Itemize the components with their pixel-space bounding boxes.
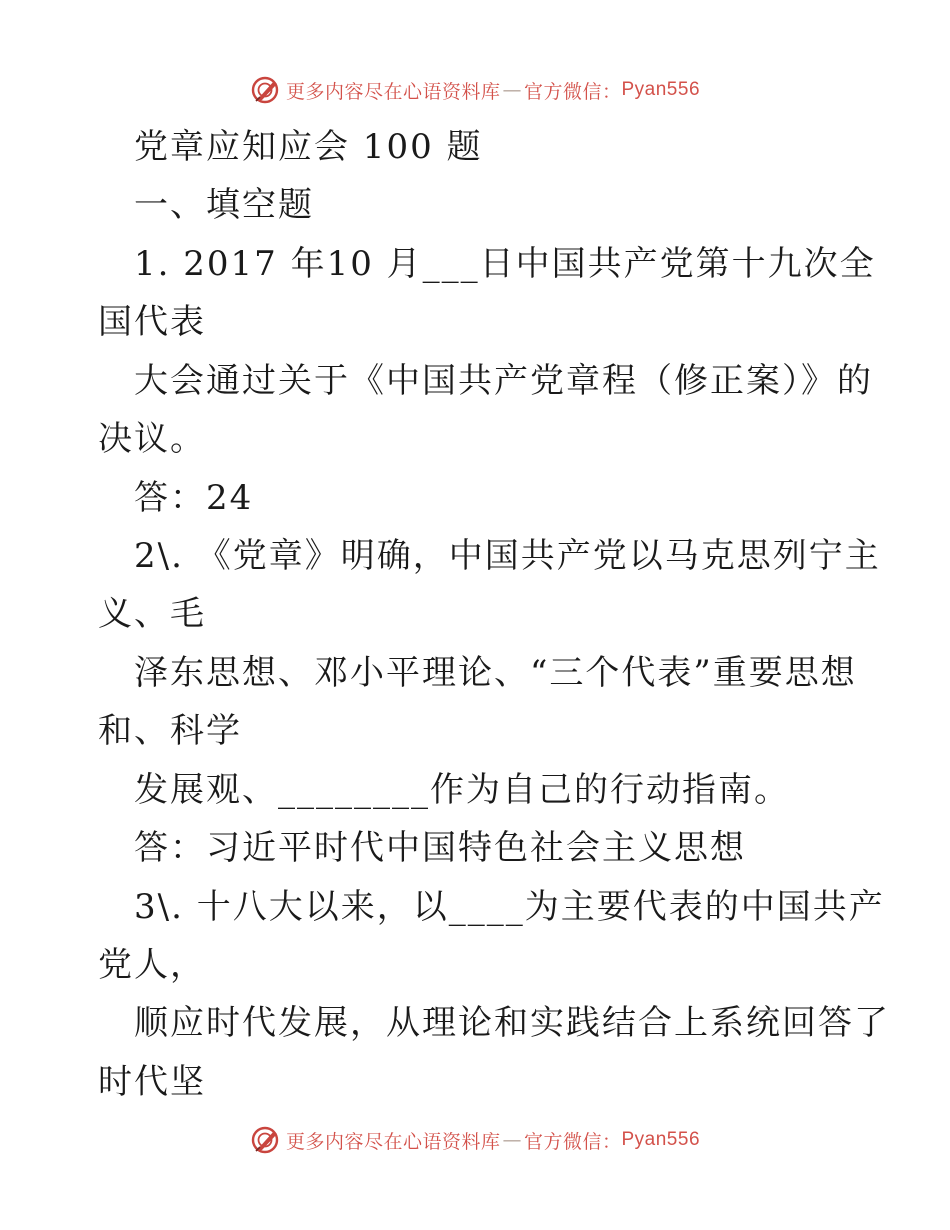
wechat-label: 官方微信： (523, 80, 622, 103)
question-2-line-2: 义、毛 (98, 594, 206, 634)
wechat-label: 官方微信： (523, 1130, 622, 1153)
doc-title: 党章应知应会 100 题 (134, 127, 483, 167)
question-1-line-3: 大会通过关于《中国共产党章程（修正案）》的 (134, 361, 873, 401)
answer-2: 答：习近平时代中国特色社会主义思想 (134, 828, 746, 868)
site-text: 更多内容尽在心语资料库 (285, 80, 501, 103)
question-2-line-1: 2\. 《党章》明确，中国共产党以马克思列宁主 (134, 536, 881, 576)
footer-banner (0, 1120, 950, 1160)
wechat-id: Pyan556 (621, 1129, 701, 1150)
separator: — (502, 1129, 522, 1151)
wechat-id: Pyan556 (621, 79, 701, 100)
question-3-line-3: 顺应时代发展，从理论和实践结合上系统回答了 (134, 1003, 890, 1043)
question-3-line-1: 3\. 十八大以来，以____为主要代表的中国共产 (134, 887, 885, 927)
quill-logo-icon (250, 1125, 280, 1155)
question-2-line-4: 和、科学 (98, 711, 242, 751)
question-3-line-4: 时代坚 (98, 1062, 206, 1102)
question-2-line-5: 发展观、________作为自己的行动指南。 (134, 770, 790, 810)
question-3-line-2: 党人， (98, 945, 206, 985)
question-1-line-1: 1. 2017 年10 月___日中国共产党第十九次全 (134, 244, 876, 284)
quill-logo-icon (250, 75, 280, 105)
header-banner (0, 70, 950, 110)
question-2-line-3: 泽东思想、邓小平理论、“三个代表”重要思想 (134, 653, 857, 693)
separator: — (502, 79, 522, 101)
section-heading: 一、填空题 (134, 185, 314, 225)
question-1-line-2: 国代表 (98, 302, 206, 342)
site-text: 更多内容尽在心语资料库 (285, 1130, 501, 1153)
answer-1: 答：24 (134, 478, 254, 518)
question-1-line-4: 决议。 (98, 419, 206, 459)
